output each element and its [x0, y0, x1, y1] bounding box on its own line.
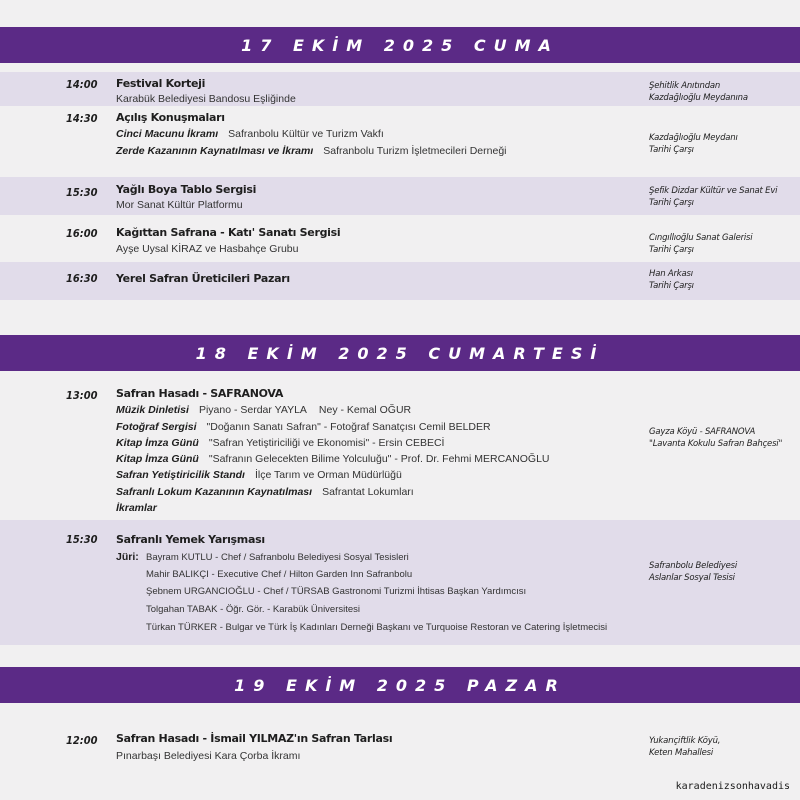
event-title: Yerel Safran Üreticileri Pazarı [116, 272, 290, 285]
event-location: Şehitlik Anıtından Kazdağlıoğlu Meydanına [649, 81, 748, 103]
event-location: Şefik Dizdar Kültür ve Sanat Evi Tarihi Çarşı [649, 186, 778, 208]
event-time: 15:30 [66, 186, 98, 199]
event-location: Safranbolu Belediyesi Aslanlar Sosyal Tesisi [649, 561, 737, 583]
event-detail: Fotoğraf Sergisi "Doğanın Sanatı Safran" - Fotoğraf Sanatçısı Cemil BELDER [116, 421, 491, 433]
event-location: Gayza Köyü - SAFRANOVA "Lavanta Kokulu Safran Bahçesi" [649, 427, 783, 449]
watermark: karadenizsonhavadis [675, 781, 790, 792]
day-header-1: 17 EKİM 2025 CUMA [0, 27, 800, 63]
event-detail: Pınarbaşı Belediyesi Kara Çorba İkramı [116, 750, 301, 762]
event-time: 16:30 [66, 272, 98, 285]
event-detail: Ayşe Uysal KİRAZ ve Hasbahçe Grubu [116, 243, 299, 255]
event-time: 15:30 [66, 533, 98, 546]
event-time: 16:00 [66, 227, 98, 240]
jury-member: Bayram KUTLU - Chef / Safranbolu Belediyesi Sosyal Tesisleri [146, 552, 409, 563]
event-title: Safranlı Yemek Yarışması [116, 533, 265, 546]
day-header-3: 19 EKİM 2025 PAZAR [0, 667, 800, 703]
event-title: Kağıttan Safrana - Katı' Sanatı Sergisi [116, 226, 341, 239]
jury-member: Mahir BALIKÇI - Executive Chef / Hilton Garden Inn Safranbolu [146, 569, 413, 580]
event-detail: Zerde Kazanının Kaynatılması ve İkramı Safranbolu Turizm İşletmecileri Derneği [116, 145, 507, 157]
event-title: Açılış Konuşmaları [116, 111, 225, 124]
event-detail: Safranlı Lokum Kazanının Kaynatılması Safrantat Lokumları [116, 486, 414, 498]
event-title: Festival Korteji [116, 77, 206, 90]
jury-member: Tolgahan TABAK - Öğr. Gör. - Karabük Üniversitesi [146, 604, 361, 615]
event-detail: İkramlar [116, 502, 157, 514]
day-header-2: 18 EKİM 2025 CUMARTESİ [0, 335, 800, 371]
event-detail: Kitap İmza Günü "Safranın Gelecekten Bilime Yolculuğu" - Prof. Dr. Fehmi MERCANOĞLU [116, 453, 550, 465]
event-location: Cıngıllıoğlu Sanat Galerisi Tarihi Çarşı [649, 233, 753, 255]
event-detail: Müzik Dinletisi Piyano - Serdar YAYLA Ney - Kemal OĞUR [116, 404, 412, 416]
event-time: 13:00 [66, 389, 98, 402]
event-title: Safran Hasadı - SAFRANOVA [116, 387, 284, 400]
event-detail: Cinci Macunu İkramı Safranbolu Kültür ve Turizm Vakfı [116, 128, 384, 140]
event-detail: Kitap İmza Günü "Safran Yetiştiriciliği ve Ekonomisi" - Ersin CEBECİ [116, 437, 445, 449]
event-detail: Mor Sanat Kültür Platformu [116, 199, 243, 211]
event-title: Safran Hasadı - İsmail YILMAZ'ın Safran Tarlası [116, 732, 393, 745]
event-detail: Karabük Belediyesi Bandosu Eşliğinde [116, 93, 296, 105]
event-time: 14:30 [66, 112, 98, 125]
jury-label: Jüri: [116, 551, 139, 563]
event-location: Yukarıçiftlik Köyü, Keten Mahallesi [649, 736, 721, 758]
event-location: Kazdağlıoğlu Meydanı Tarihi Çarşı [649, 133, 738, 155]
jury-member: Türkan TÜRKER - Bulgar ve Türk İş Kadınları Derneği Başkanı ve Turquoise Restoran ve Catering İşletmecisi [146, 622, 608, 633]
event-detail: Safran Yetiştiricilik Standı İlçe Tarım ve Orman Müdürlüğü [116, 469, 402, 481]
event-time: 14:00 [66, 78, 98, 91]
event-title: Yağlı Boya Tablo Sergisi [116, 183, 257, 196]
jury-member: Şebnem URGANCIOĞLU - Chef / TÜRSAB Gastronomi Turizmi İhtisas Başkan Yardımcısı [146, 586, 527, 597]
event-location: Han Arkası Tarihi Çarşı [649, 269, 694, 291]
event-time: 12:00 [66, 734, 98, 747]
